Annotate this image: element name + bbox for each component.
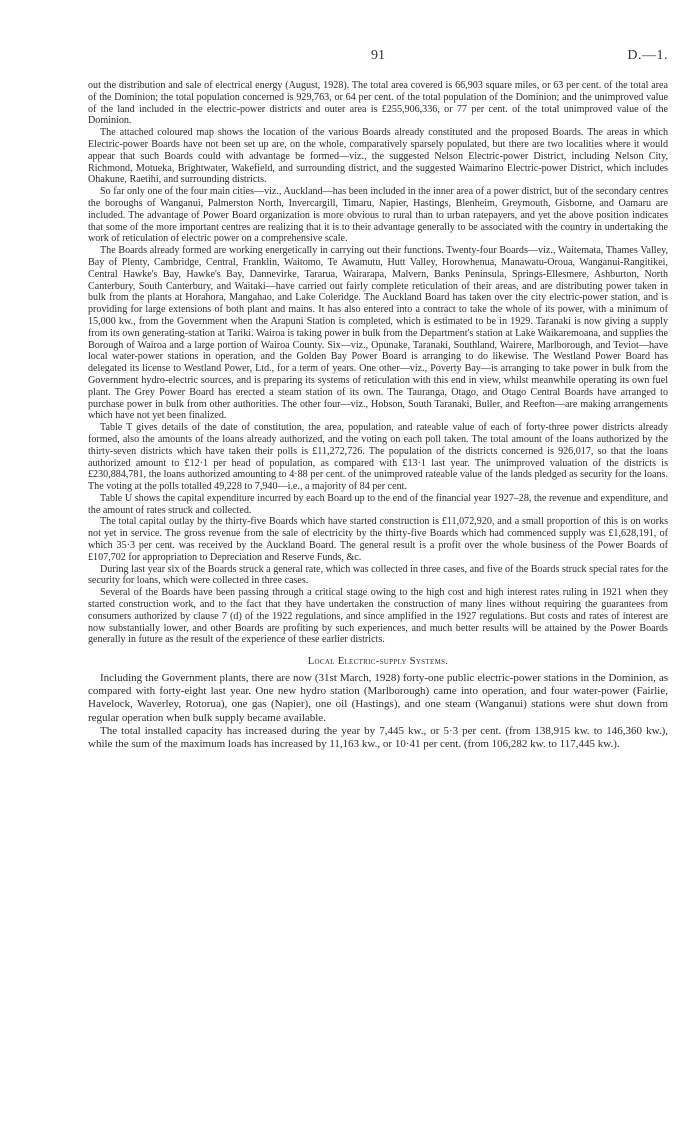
- paragraph-map: The attached coloured map shows the location of the various Boards already constituted and the proposed Boards. The areas in which Electric-power Boards have not been set up are, on the whole, comparatively sparsely populated, but there are two localities where it would appear that such Boards could with advantage be formed—viz., the suggested Nelson Electric-power District, including Nelson City, Richmond, Motueka, Brightwater, Wakefield, and surrounding district, and the suggested Waimarino Electric-power District, which includes Ohakune, Raetihi, and surrounding districts.: [88, 127, 668, 186]
- paragraph-critical-stage: Several of the Boards have been passing through a critical stage owing to the high cost and high interest rates ruling in 1921 when they started construction work, and to the fact that they have undertaken the construction of many lines without requiring the guarantees from consumers authorized by clause 7 (d) of the 1922 regulations, and since amplified in the 1927 regulations. But costs and rates of interest are now substantially lower, and other Boards are profiting by such experiences, and much better results will be attained by the Power Boards generally in future as the result of the experience of these earlier districts.: [88, 587, 668, 646]
- page-header: [88, 50, 668, 72]
- paragraph-table-u: Table U shows the capital expenditure incurred by each Board up to the end of the financial year 1927–28, the revenue and expenditure, and the amount of rates struck and collected.: [88, 492, 668, 516]
- paragraph-capital-outlay: The total capital outlay by the thirty-five Boards which have started construction is £11,072,920, and a small proportion of this is on works not yet in service. The gross revenue from the sale of electricity by the thirty-five Boards which had commenced supply was £1,628,191, of which 35·3 per cent. was received by the Auckland Board. The general result is a profit over the whole business of the Power Boards of £107,702 for appropriation to Depreciation and Reserve Funds, &c.: [88, 516, 668, 563]
- paragraph-table-t: Table T gives details of the date of constitution, the area, population, and rateable value of each of forty-three power districts already formed, also the amounts of the loans already authorized, and the voting on each poll taken. The total amount of the loans authorized by the thirty-seven districts which have taken their polls is £11,272,726. The population of the districts concerned is 926,017, so that the loans authorized amount to £12·1 per head of population, as compared with £13·1 last year. The unimproved valuation of the districts is £230,884,781, the loans authorized amounting to 4·88 per cent. of the unimproved rateable value of the lands pledged as security for the loans. The voting at the polls totalled 49,228 to 7,940—i.e., a majority of 84 per cent.: [88, 422, 668, 493]
- paragraph-main-cities: So far only one of the four main cities—viz., Auckland—has been included in the inner area of a power district, but of the secondary centres the boroughs of Wanganui, Palmerston North, Invercargill, Timaru, Napier, Hastings, Blenheim, Greymouth, Gisborne, and Oamaru are included. The advantage of Power Board organization is more obvious to rural than to urban ratepayers, and yet the above position indicates that some of the more important centres are realizing that it is to their advantage generally to be associated with the country in undertaking the work of reticulation of electric power on a comprehensive scale.: [88, 186, 668, 245]
- paragraph-rates: During last year six of the Boards struck a general rate, which was collected in three cases, and five of the Boards struck special rates for the security for loans, which were collected in three cases.: [88, 563, 668, 587]
- section-heading: Local Electric-supply Systems.: [307, 656, 449, 668]
- paragraph-installed-capacity: The total installed capacity has increased during the year by 7,445 kw., or 5·3 per cent. (from 138,915 kw. to 146,360 kw.), while the sum of the maximum loads has increased by 11,163 kw., or 10·41 per cent. (from 106,282 kw. to 117,445 kw.).: [88, 724, 668, 751]
- document-page: [88, 50, 668, 1126]
- paragraph-power-stations: Including the Government plants, there are now (31st March, 1928) forty-one public electric-power stations in the Dominion, as compared with forty-eight last year. One new hydro station (Marlborough) came into operation, and four water-power (Fairlie, Havelock, Waverley, Rotorua), one gas (Napier), one oil (Hastings), and one steam (Wanganui) stations were shut down from regular operation when bulk supply became available.: [88, 672, 668, 724]
- body-text: [88, 80, 668, 646]
- page-number: 91: [371, 48, 385, 63]
- paragraph-boards-formed: The Boards already formed are working energetically in carrying out their functions. Twenty-four Boards—viz., Waitemata, Thames Valley, Bay of Plenty, Cambridge, Central, Franklin, Waitomo, Te Awamutu, Hutt Valley, Horowhenua, Manawatu-Oroua, Wanganui-Rangitikei, Central Hawke's Bay, Hawke's Bay, Dannevirke, Tararua, Wairarapa, Malvern, Banks Peninsula, Springs-Ellesmere, Ashburton, North Canterbury, South Canterbury, and Waitaki—have carried out fairly complete reticulation of their areas, and are distributing power taken in bulk from the plants at Horahora, Mangahao, and Lake Coleridge. The Auckland Board has taken over the city electric-power station, and is providing for large extensions of both plant and mains. It has also entered into a contract to take the whole of its power, with a minimum of 15,000 kw., from the Government when the Arapuni Station is completed, which is estimated to be in 1929. Taranaki is now giving a supply from its own generating-station at Tariki. Wairoa is taking power in bulk from the Department's station at Lake Waikaremoana, and supplies the Borough of Wairoa and a large portion of Wairoa County. Six—viz., Opunake, Taranaki, Southland, Wairere, Marlborough, and Teviot—have local water-power stations in operation, and the Golden Bay Power Board is arranging to do likewise. The Westland Power Board has delegated its license to Westland Power, Ltd., for a term of years. One other—viz., Poverty Bay—is arranging to take power in bulk from the Government hydro-electric sources, and is preparing its systems of reticulation with this end in view, whilst meanwhile operating its own fuel plant. The Grey Power Board has erected a steam station of its own. The Tauranga, Otago, and Otago Central Boards have arranged to purchase power in bulk from other authorities. The other four—viz., Hobson, South Taranaki, Buller, and Reefton—are making arrangements which have not yet been finalized.: [88, 245, 669, 422]
- section-text: [88, 672, 668, 751]
- document-reference: D.—1.: [627, 48, 668, 63]
- paragraph-continuation: out the distribution and sale of electrical energy (August, 1928). The total area covered is 66,903 square miles, or 63 per cent. of the total area of the Dominion; the total population concerned is 929,763, or 64 per cent. of the total population of the Dominion; and the unimproved value of the land included in the electric-power districts and outer area is £255,906,336, or 77 per cent. of the total unimproved value of the Dominion.: [88, 80, 668, 127]
